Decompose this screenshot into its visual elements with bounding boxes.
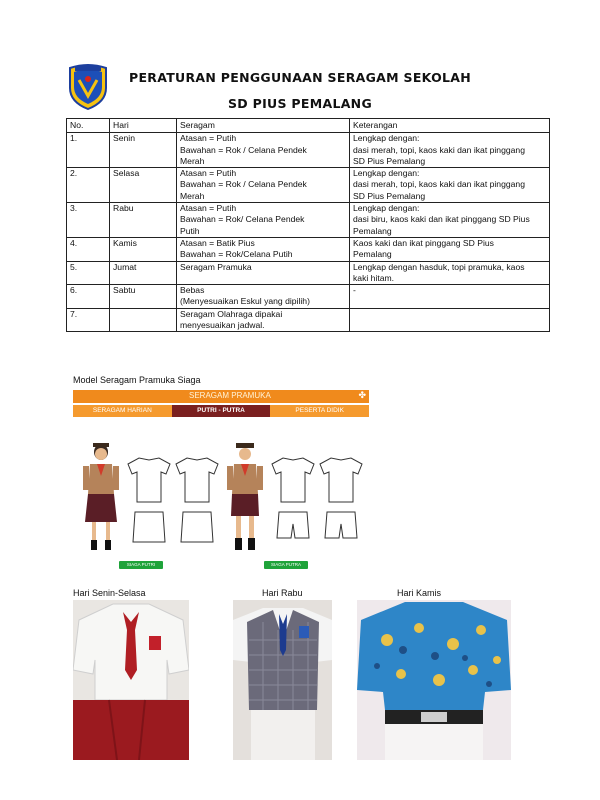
cell-keterangan-line: Pemalang xyxy=(353,249,392,260)
cell-keterangan-line: Kaos kaki dan ikat pinggang SD Pius xyxy=(353,237,494,248)
cell-keterangan xyxy=(350,308,550,332)
cell-keterangan-line: dasi merah, topi, kaos kaki dan ikat pinggang xyxy=(353,179,525,190)
siaga-putra-tag: SIAGA PUTRA xyxy=(264,561,308,569)
siaga-putri-tag: SIAGA PUTRI xyxy=(119,561,163,569)
table-header-row xyxy=(67,119,550,133)
cell-keterangan-line: Lengkap dengan: xyxy=(353,133,420,144)
cell-hari xyxy=(110,308,177,332)
cell-no: 1. xyxy=(67,133,110,168)
banner-tab-putri-putra: PUTRI - PUTRA xyxy=(172,405,271,417)
pramuka-banner-title: SERAGAM PRAMUKA xyxy=(189,391,271,400)
cell-seragam-line: Atasan = Putih xyxy=(180,133,237,144)
table-row xyxy=(67,168,550,203)
cell-keterangan-line: Lengkap dengan hasduk, topi pramuka, kaos xyxy=(353,261,525,272)
cell-seragam-line: Merah xyxy=(180,155,205,166)
cell-seragam-line: Bawahan = Rok / Celana Pendek xyxy=(180,144,307,155)
cell-keterangan-line: dasi biru, kaos kaki dan ikat pinggang SD Pius xyxy=(353,214,530,225)
siaga-putra-figure xyxy=(227,443,263,550)
cell-keterangan-line: Lengkap dengan: xyxy=(353,168,420,179)
pramuka-banner-top xyxy=(73,390,369,403)
cell-seragam xyxy=(177,261,350,285)
pramuka-banner xyxy=(73,390,369,418)
cell-seragam-line: Bawahan = Rok/ Celana Pendek xyxy=(180,214,305,225)
cell-no: 7. xyxy=(67,308,110,332)
cell-hari: Selasa xyxy=(110,168,177,203)
cell-seragam xyxy=(177,133,350,168)
cell-seragam-line: Seragam Pramuka xyxy=(180,261,252,272)
cell-keterangan xyxy=(350,203,550,238)
column-header-keterangan: Keterangan xyxy=(350,119,550,133)
column-header-hari: Hari xyxy=(110,119,177,133)
column-header-no: No. xyxy=(67,119,110,133)
cell-no: 6. xyxy=(67,285,110,309)
cell-hari: Kamis xyxy=(110,237,177,261)
cell-no: 2. xyxy=(67,168,110,203)
cell-seragam-line: Bawahan = Rok / Celana Pendek xyxy=(180,179,307,190)
banner-tab-peserta-didik: PESERTA DIDIK xyxy=(270,405,369,417)
pramuka-section-label: Model Seragam Pramuka Siaga xyxy=(73,375,201,385)
cell-seragam-line: Putih xyxy=(180,225,200,236)
cell-seragam-line: Seragam Olahraga dipakai xyxy=(180,308,283,319)
cell-hari: Senin xyxy=(110,133,177,168)
cell-seragam-line: (Menyesuaikan Eskul yang dipilih) xyxy=(180,296,310,307)
cell-keterangan-line: - xyxy=(353,285,356,296)
banner-tab-seragam-harian: SERAGAM HARIAN xyxy=(73,405,172,417)
cell-seragam xyxy=(177,308,350,332)
table-row xyxy=(67,285,550,309)
caption-rabu: Hari Rabu xyxy=(262,588,303,598)
uniform-rules-table xyxy=(66,118,550,332)
cell-keterangan xyxy=(350,133,550,168)
photo-senin-selasa-uniform xyxy=(73,600,189,760)
cell-no: 5. xyxy=(67,261,110,285)
cell-keterangan-line: kaki hitam. xyxy=(353,272,395,283)
table-row xyxy=(67,308,550,332)
cell-seragam-line: Atasan = Batik Pius xyxy=(180,237,255,248)
cell-keterangan-line: dasi merah, topi, kaos kaki dan ikat pinggang xyxy=(353,144,525,155)
column-header-seragam: Seragam xyxy=(177,119,350,133)
cell-keterangan xyxy=(350,237,550,261)
school-name: SD PIUS PEMALANG xyxy=(227,96,373,111)
cell-hari: Rabu xyxy=(110,203,177,238)
siaga-putri-figure xyxy=(83,443,119,550)
cell-seragam-line: Atasan = Putih xyxy=(180,168,237,179)
photo-kamis-uniform xyxy=(357,600,511,760)
pramuka-banner-tabs xyxy=(73,405,369,417)
cell-seragam-line: Atasan = Putih xyxy=(180,203,237,214)
pramuka-uniform-illustration xyxy=(73,432,373,572)
cell-keterangan xyxy=(350,285,550,309)
cell-no: 3. xyxy=(67,203,110,238)
page-title: PERATURAN PENGGUNAAN SERAGAM SEKOLAH xyxy=(128,70,472,85)
cell-no: 4. xyxy=(67,237,110,261)
cell-hari: Sabtu xyxy=(110,285,177,309)
table-row xyxy=(67,133,550,168)
caption-kamis: Hari Kamis xyxy=(397,588,442,598)
caption-senin-selasa: Hari Senin-Selasa xyxy=(73,588,146,598)
table-row xyxy=(67,203,550,238)
cell-seragam xyxy=(177,203,350,238)
photo-rabu-uniform xyxy=(233,600,332,760)
cell-hari: Jumat xyxy=(110,261,177,285)
cell-keterangan xyxy=(350,168,550,203)
cell-seragam xyxy=(177,168,350,203)
table-row xyxy=(67,237,550,261)
cell-keterangan-line: Lengkap dengan: xyxy=(353,203,420,214)
cell-seragam-line: Bawahan = Rok/Celana Putih xyxy=(180,249,293,260)
scout-emblem-icon: ✤ xyxy=(358,391,366,401)
cell-seragam xyxy=(177,285,350,309)
cell-keterangan-line: SD Pius Pemalang xyxy=(353,155,426,166)
cell-seragam-line: menyesuaikan jadwal. xyxy=(180,320,265,331)
cell-seragam-line: Merah xyxy=(180,190,205,201)
cell-keterangan xyxy=(350,261,550,285)
cell-seragam xyxy=(177,237,350,261)
cell-keterangan-line: Pemalang xyxy=(353,225,392,236)
cell-seragam-line: Bebas xyxy=(180,285,205,296)
cell-keterangan-line: SD Pius Pemalang xyxy=(353,190,426,201)
table-row xyxy=(67,261,550,285)
